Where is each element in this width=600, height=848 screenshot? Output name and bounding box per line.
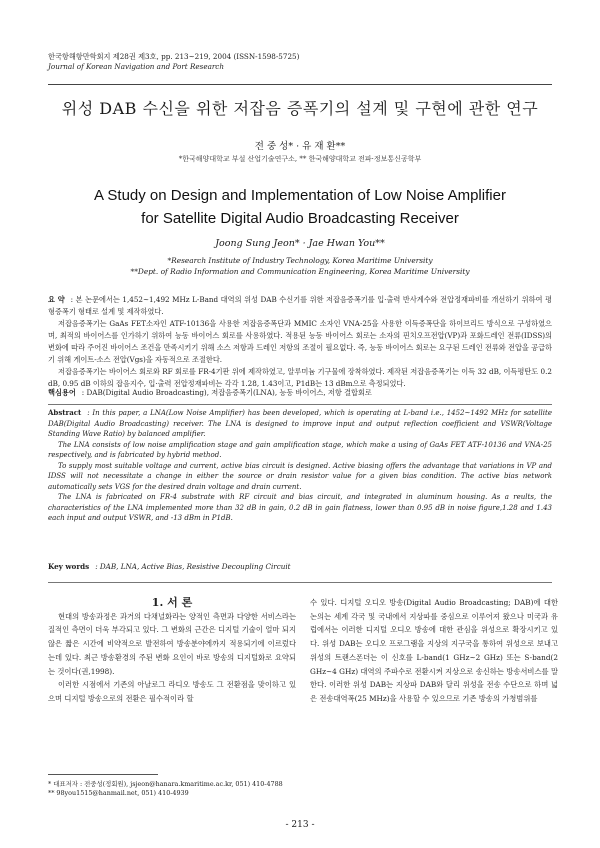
keywords-korean-label: 핵심용어 — [48, 388, 76, 397]
affiliation-english — [0, 256, 600, 277]
keywords-divider — [48, 582, 552, 583]
abstract-english-label: Abstract — [48, 408, 82, 417]
body-column-left — [48, 596, 296, 706]
abstract-korean-p3: 저잡음증폭기는 바이어스 회로와 RF 회로를 FR-4기판 위에 제작하였고, 알루미늄 기구물에 장착하였다. 제작된 저잡음증폭기는 이득 32 dB, 이득평탄도 0.2 dB, 0.95 dB 이하의 잡음지수, 입·출력 전압정재파비는 각각 1.28, 1.43이고, P1dB는 13 dBm으로 측정되었다. — [48, 367, 552, 388]
affiliation-korean: *한국해양대학교 부설 산업기술연구소, ** 한국해양대학교 전파·정보통신공학부 — [178, 155, 422, 163]
keywords-english-label: Key words — [48, 562, 90, 571]
body-paragraph: 이러한 시점에서 기존의 아날로그 라디오 방송도 그 전환점을 맞이하고 있으며 디지털 방송으로의 전환은 필수적이라 할 — [48, 680, 296, 703]
header-rule — [48, 84, 552, 85]
abstract-english-p3: To supply most suitable voltage and current, active bias circuit is designed. Active biasing offers the advantage that variations in VP and IDSS will not necessitate a change in either the source or drain resistor value for a given bias condition. The active bias network automatically sets VGS for the desired drain voltage and drain current. — [48, 461, 552, 491]
keywords-english — [48, 562, 552, 571]
footnotes — [48, 780, 283, 798]
authors-english: Joong Sung Jeon* · Jae Hwan You** — [215, 238, 385, 249]
keywords-english-text: : DAB, LNA, Active Bias, Resistive Decoupling Circuit — [95, 562, 291, 571]
journal-citation: 한국항해항만학회지 제28권 제3호, pp. 213~219, 2004 (ISSN-1598-5725) — [48, 52, 300, 61]
abstract-korean-p2: 저잡음증폭기는 GaAs FET소자인 ATF-10136을 사용한 저잡음증폭단과 MMIC 소자인 VNA-25을 사용한 이득증폭단을 하이브리드 방식으로 구성하였으며, 최적의 바이어스를 인가하기 위하여 능동 바이어스 회로를 사용하였다. 적용된 능동 바이어스 회로는 소자의 핀치오프전압(VP)과 포화드레인 전류(IDSS)의 변화에 따라 주어진 바이어스 조건을 만족시키기 위해 소스 저항과 드레인 저항의 조절이 필요없다. 즉, 능동 바이어스 회로는 요구된 드레인 전류와 전압을 공급하기 위해 게이트-소스 전압(Vgs)을 자동적으로 조절한다. — [48, 319, 552, 364]
abstract-english-p1-text: : In this paper, a LNA(Low Noise Amplifier) has been developed, which is operating at L-band i.e., 1452~1492 MHz for satellite DAB(Digital Audio Broadcasting) receiver. The LNA is designed to improve input and output reflection coefficient and VSWR(Voltage Standing Wave Ratio) by balanced amplifier. — [48, 409, 552, 438]
title-english — [40, 184, 560, 230]
affiliation-english-2: **Dept. of Radio Information and Communication Engineering, Korea Maritime University — [130, 266, 470, 276]
abstract-divider — [48, 404, 552, 405]
abstract-english-p1 — [48, 408, 552, 440]
footnote-2: ** 98you1515@hanmail.net, 051) 410-4939 — [48, 789, 189, 797]
abstract-korean-label: 요 약 — [48, 295, 65, 304]
abstract-english — [48, 408, 552, 524]
title-korean: 위성 DAB 수신을 위한 저잡음 증폭기의 설계 및 구현에 관한 연구 — [61, 99, 539, 118]
title-english-line-1: A Study on Design and Implementation of Low Noise Amplifier — [94, 187, 506, 204]
abstract-english-p4: The LNA is fabricated on FR-4 substrate with RF circuit and bias circuit, and integrated in aluminum housing. As a reults, the characteristics of the LNA implemented more than 32 dB in gain, 0.2 dB in gain flatness, lower than 0.95 dB in noise figure,1.28 and 1.43 each input and output VSWR, and -13 dBm in P1dB. — [48, 493, 552, 522]
authors-korean: 전 중 성* · 유 재 환** — [254, 141, 346, 152]
title-english-line-2: for Satellite Digital Audio Broadcasting Receiver — [141, 210, 459, 227]
footnote-1: * 대표저자 : 전중성(정회원), jsjeon@hanara.kmaritime.ac.kr, 051) 410-4788 — [48, 780, 283, 788]
body-paragraph: 현대의 방송과정은 과거의 다채널화라는 양적인 측면과 다양한 서비스라는 질적인 측면이 더욱 부각되고 있다. 그 변화의 근간은 디지털 기술이 얼마 되지 않은 짧은 시간에 비약적으로 발전하여 방송분야에까지 적용되기에 이르렀다는데 있다. 최근 방송환경의 주된 변화 요인이 바로 방송의 디지털화로 요약되는 것이다(권,1998). — [48, 611, 296, 676]
journal-header — [48, 52, 299, 72]
abstract-korean-p1-text: : 본 논문에서는 1,452~1,492 MHz L-Band 대역의 위성 DAB 수신기를 위한 저잡음증폭기를 입·출력 반사계수와 전압정재파비를 개선하기 위하여 평형증폭기 형태로 설계 및 제작하였다. — [48, 295, 553, 316]
section-heading: 1. 서 론 — [151, 596, 193, 609]
abstract-korean — [48, 294, 552, 390]
keywords-korean-text: : DAB(Digital Audio Broadcasting), 저잡음증폭기(LNA), 능동 바이어스, 저항 결합회로 — [81, 388, 372, 397]
affiliation-english-1: *Research Institute of Industry Technology, Korea Maritime University — [167, 256, 433, 265]
abstract-english-p2: The LNA consists of low noise amplification stage and gain amplification stage, which make a using of GaAs FET ATF-10136 and VNA-25 respectively, and is fabricated by hybrid method. — [48, 440, 552, 459]
keywords-korean — [48, 387, 552, 399]
footnote-rule — [48, 774, 158, 775]
body-paragraph: 수 있다. 디지털 오디오 방송(Digital Audio Broadcasting; DAB)에 대한 논의는 세계 각국 및 국내에서 지상파를 중심으로 이루어져 왔으나 미국과 유럽에서는 이러한 디지털 오디오 방송에 대한 관심을 위성으로 확장시키고 있다. 위성 DAB는 오디오 프로그램을 지상의 지구국을 통하여 위성으로 보내고 위성의 트랜스폰더는 이 신호를 L-band(1 GHz~2 GHz) 또는 S-band(2 GHz~4 GHz) 대역의 주파수로 전환시켜 지상으로 송신하는 방송서비스를 말한다. 이러한 위성 DAB는 지상파 DAB와 달리 위성을 전송 수단으로 하며 넓은 전송대역폭(25 MHz)을 사용할 수 있으므로 기존 방송의 가청범위를 — [310, 598, 558, 703]
abstract-korean-p1 — [48, 294, 552, 318]
journal-name-en: Journal of Korean Navigation and Port Research — [48, 62, 224, 71]
page-number: - 213 - — [285, 820, 315, 830]
body-column-right — [310, 596, 558, 706]
